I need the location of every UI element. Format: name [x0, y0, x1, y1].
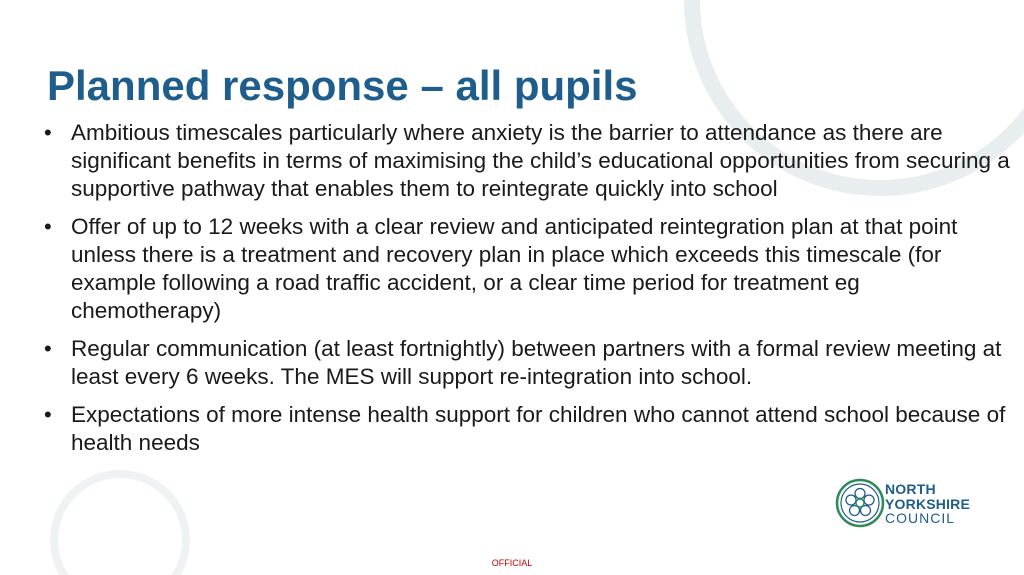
bullet-item	[44, 335, 1014, 391]
bullet-item	[44, 401, 1014, 457]
slide-title: Planned response – all pupils	[47, 62, 638, 109]
bullet-text: Offer of up to 12 weeks with a clear review and anticipated reintegration plan at that point unless there is a treatment and recovery plan in place which exceeds this timescale (for example following a road traffic accident, or a clear time period for treatment eg chemotherapy)	[71, 214, 958, 323]
bullet-item	[44, 213, 1014, 325]
bullet-text: Ambitious timescales particularly where anxiety is the barrier to attendance as there are significant benefits in terms of maximising the child’s educational opportunities from securing a supportive pathway that enables them to reintegrate quickly into school	[71, 120, 1010, 201]
bullet-item	[44, 119, 1014, 203]
council-logo	[835, 478, 985, 530]
bullet-glyph: •	[44, 336, 52, 361]
logo-line-yorkshire: YORKSHIRE	[885, 495, 971, 512]
logo-line-council: COUNCIL	[885, 510, 956, 526]
bullet-glyph: •	[44, 214, 52, 239]
bullet-text: Regular communication (at least fortnightly) between partners with a formal review meeting at least every 6 weeks. The MES will support re-integration into school.	[71, 336, 1002, 389]
classification-label: OFFICIAL	[491, 558, 533, 568]
bullet-list	[44, 119, 1014, 467]
yorkshire-rose-icon	[835, 478, 885, 528]
logo-wordmark	[885, 482, 970, 526]
bullet-glyph: •	[44, 402, 52, 427]
logo-line-north: NORTH	[885, 481, 936, 497]
bullet-text: Expectations of more intense health support for children who cannot attend school because of health needs	[71, 402, 1006, 455]
bullet-glyph: •	[44, 120, 52, 145]
